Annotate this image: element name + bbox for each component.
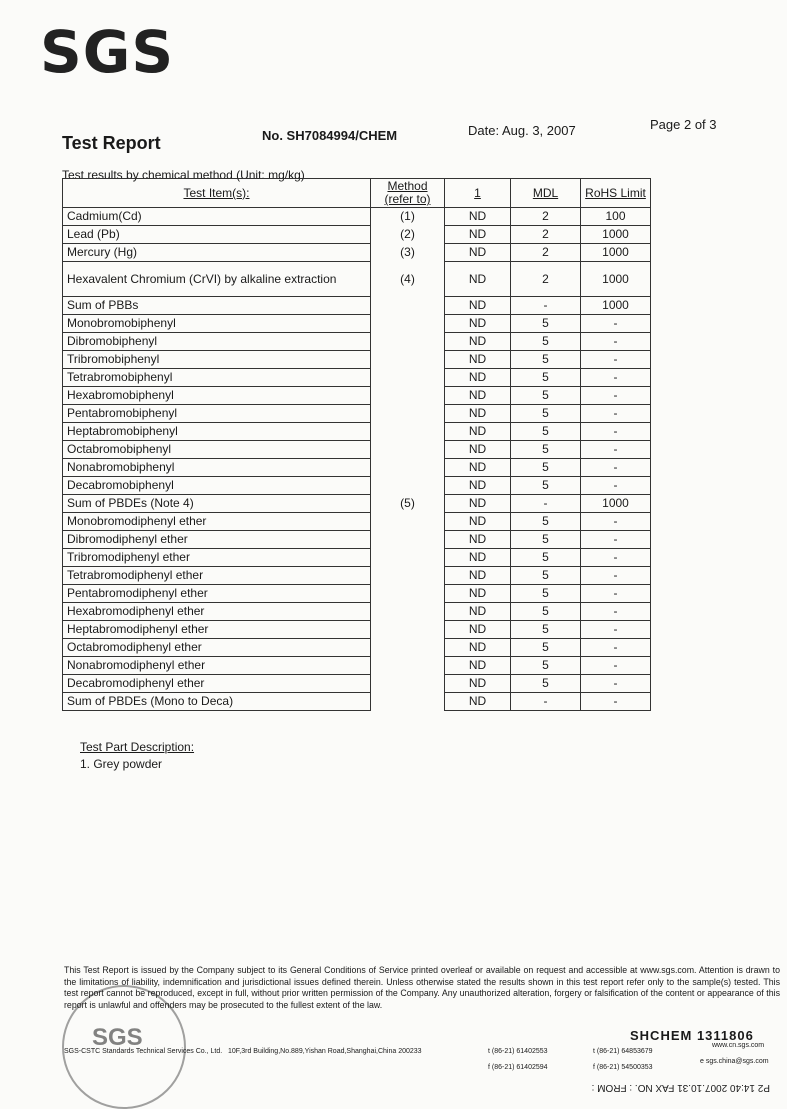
result-cell: ND [445, 567, 511, 585]
result-cell: ND [445, 226, 511, 244]
result-cell: ND [445, 585, 511, 603]
result-cell: ND [445, 315, 511, 333]
test-item-cell: Lead (Pb) [63, 226, 371, 244]
method-cell [371, 387, 445, 405]
mdl-cell: 2 [511, 226, 581, 244]
rohs-limit-cell: - [581, 603, 651, 621]
table-row [63, 513, 651, 531]
result-cell: ND [445, 693, 511, 711]
table-row [63, 387, 651, 405]
table-row [63, 621, 651, 639]
rohs-limit-cell: - [581, 477, 651, 495]
header-method: Method (refer to) [371, 179, 445, 208]
method-cell [371, 693, 445, 711]
mdl-cell: 5 [511, 549, 581, 567]
mdl-cell: 2 [511, 208, 581, 226]
rohs-limit-cell: - [581, 531, 651, 549]
test-item-cell: Dibromodiphenyl ether [63, 531, 371, 549]
test-part-description-item: 1. Grey powder [80, 757, 163, 771]
test-item-cell: Tribromodiphenyl ether [63, 549, 371, 567]
test-item-cell: Sum of PBDEs (Note 4) [63, 495, 371, 513]
table-row [63, 369, 651, 387]
mdl-cell: 5 [511, 657, 581, 675]
method-cell [371, 585, 445, 603]
test-item-cell: Hexabromobiphenyl [63, 387, 371, 405]
test-item-cell: Decabromobiphenyl [63, 477, 371, 495]
rohs-limit-cell: 1000 [581, 262, 651, 297]
test-item-cell: Monobromobiphenyl [63, 315, 371, 333]
mdl-cell: 5 [511, 315, 581, 333]
report-date: Date: Aug. 3, 2007 [468, 123, 576, 138]
test-item-cell: Nonabromobiphenyl [63, 459, 371, 477]
result-cell: ND [445, 351, 511, 369]
table-row [63, 333, 651, 351]
mdl-cell: 5 [511, 423, 581, 441]
method-cell [371, 621, 445, 639]
method-cell [371, 531, 445, 549]
test-item-cell: Sum of PBBs [63, 297, 371, 315]
test-item-cell: Hexabromodiphenyl ether [63, 603, 371, 621]
report-number: No. SH7084994/CHEM [262, 128, 398, 143]
test-item-cell: Pentabromobiphenyl [63, 405, 371, 423]
method-cell [371, 351, 445, 369]
test-item-cell: Tribromobiphenyl [63, 351, 371, 369]
method-cell [371, 675, 445, 693]
test-item-cell: Mercury (Hg) [63, 244, 371, 262]
test-item-cell: Decabromodiphenyl ether [63, 675, 371, 693]
method-cell: (3) [371, 244, 445, 262]
rohs-limit-cell: - [581, 657, 651, 675]
rohs-limit-cell: - [581, 621, 651, 639]
method-cell: (4) [371, 262, 445, 297]
table-row [63, 477, 651, 495]
mdl-cell: 5 [511, 459, 581, 477]
method-cell [371, 603, 445, 621]
method-cell [371, 639, 445, 657]
result-cell: ND [445, 657, 511, 675]
page-title: Test Report [62, 133, 161, 153]
test-item-cell: Sum of PBDEs (Mono to Deca) [63, 693, 371, 711]
rohs-limit-cell: - [581, 441, 651, 459]
method-cell [371, 333, 445, 351]
header-rohs-limit: RoHS Limit [581, 179, 651, 208]
table-row [63, 495, 651, 513]
test-item-cell: Octabromobiphenyl [63, 441, 371, 459]
test-item-cell: Heptabromobiphenyl [63, 423, 371, 441]
mdl-cell: 5 [511, 567, 581, 585]
method-cell [371, 477, 445, 495]
rohs-limit-cell: - [581, 549, 651, 567]
rohs-limit-cell: - [581, 333, 651, 351]
rohs-limit-cell: 1000 [581, 297, 651, 315]
table-row [63, 297, 651, 315]
result-cell: ND [445, 369, 511, 387]
result-cell: ND [445, 297, 511, 315]
result-cell: ND [445, 244, 511, 262]
result-cell: ND [445, 675, 511, 693]
results-table [62, 178, 651, 711]
table-row [63, 315, 651, 333]
fax-header-line: P2 14:40 2007.10.31 FAX NO. : FROM : [591, 1082, 770, 1093]
rohs-limit-cell: - [581, 315, 651, 333]
table-header-row [63, 179, 651, 208]
tel-2: f (86-21) 61402594 [488, 1064, 548, 1071]
seal-logo: SGS [92, 1024, 143, 1051]
rohs-limit-cell: - [581, 567, 651, 585]
rohs-limit-cell: 1000 [581, 495, 651, 513]
result-cell: ND [445, 405, 511, 423]
test-item-cell: Heptabromodiphenyl ether [63, 621, 371, 639]
rohs-limit-cell: 1000 [581, 226, 651, 244]
mdl-cell: 5 [511, 531, 581, 549]
mdl-cell: 5 [511, 621, 581, 639]
table-row [63, 208, 651, 226]
rohs-limit-cell: - [581, 459, 651, 477]
method-cell [371, 441, 445, 459]
rohs-limit-cell: - [581, 513, 651, 531]
shchem-number: SHCHEM 1311806 [630, 1028, 754, 1043]
header-sample: 1 [445, 179, 511, 208]
test-item-cell: Octabromodiphenyl ether [63, 639, 371, 657]
mdl-cell: 5 [511, 333, 581, 351]
result-cell: ND [445, 262, 511, 297]
method-cell [371, 549, 445, 567]
footer-disclaimer: This Test Report is issued by the Company subject to its General Conditions of Service printed overleaf or available on request and accessible at www.sgs.com. Attention is drawn to the limitations of liability, indemnification and jurisdictional issues defined therein. Unless otherwise stated the results shown in this test report refer only to the sample(s) tested. This test report cannot be reproduced, except in full, without prior written permission of the Company. Any unauthorized alteration, forgery or falsification of the content or appearance of this report is unlawful and offenders may be prosecuted to the fullest extent of the law. [64, 965, 780, 1010]
result-cell: ND [445, 603, 511, 621]
company-name: SGS-CSTC Standards Technical Services Co., Ltd. [64, 1048, 223, 1055]
result-cell: ND [445, 549, 511, 567]
table-row [63, 351, 651, 369]
page-number: Page 2 of 3 [650, 117, 717, 132]
test-item-cell: Pentabromodiphenyl ether [63, 585, 371, 603]
method-cell [371, 369, 445, 387]
mdl-cell: 5 [511, 603, 581, 621]
rohs-limit-cell: - [581, 675, 651, 693]
tel-1: t (86-21) 61402553 [488, 1048, 548, 1055]
table-row [63, 567, 651, 585]
header-test-item: Test Item(s): [63, 179, 371, 208]
table-row [63, 226, 651, 244]
table-row [63, 675, 651, 693]
table-row [63, 423, 651, 441]
table-row [63, 405, 651, 423]
mdl-cell: - [511, 297, 581, 315]
result-cell: ND [445, 459, 511, 477]
table-row [63, 459, 651, 477]
mdl-cell: 5 [511, 369, 581, 387]
mdl-cell: - [511, 693, 581, 711]
result-cell: ND [445, 513, 511, 531]
result-cell: ND [445, 441, 511, 459]
method-cell [371, 423, 445, 441]
result-cell: ND [445, 621, 511, 639]
table-row [63, 441, 651, 459]
table-row [63, 531, 651, 549]
mdl-cell: 5 [511, 639, 581, 657]
mdl-cell: 5 [511, 441, 581, 459]
rohs-limit-cell: 1000 [581, 244, 651, 262]
rohs-limit-cell: - [581, 585, 651, 603]
mdl-cell: 5 [511, 675, 581, 693]
result-cell: ND [445, 333, 511, 351]
website: www.cn.sgs.com [712, 1042, 765, 1049]
test-item-cell: Tetrabromobiphenyl [63, 369, 371, 387]
method-cell [371, 315, 445, 333]
mdl-cell: 5 [511, 585, 581, 603]
mdl-cell: - [511, 495, 581, 513]
method-cell [371, 657, 445, 675]
rohs-limit-cell: - [581, 351, 651, 369]
method-cell [371, 567, 445, 585]
result-cell: ND [445, 387, 511, 405]
mdl-cell: 5 [511, 405, 581, 423]
table-caption: Test results by chemical method (Unit: mg/kg) [62, 168, 305, 182]
header-mdl: MDL [511, 179, 581, 208]
table-row [63, 549, 651, 567]
result-cell: ND [445, 639, 511, 657]
table-row [63, 657, 651, 675]
test-item-cell: Cadmium(Cd) [63, 208, 371, 226]
table-row [63, 639, 651, 657]
test-item-cell: Dibromobiphenyl [63, 333, 371, 351]
tel-4: f (86-21) 54500353 [593, 1064, 653, 1071]
mdl-cell: 5 [511, 351, 581, 369]
mdl-cell: 2 [511, 262, 581, 297]
method-cell [371, 513, 445, 531]
test-part-description-heading: Test Part Description: [80, 740, 195, 754]
result-cell: ND [445, 495, 511, 513]
table-row [63, 585, 651, 603]
method-cell: (2) [371, 226, 445, 244]
result-cell: ND [445, 208, 511, 226]
table-row [63, 603, 651, 621]
rohs-limit-cell: - [581, 693, 651, 711]
result-cell: ND [445, 423, 511, 441]
test-item-cell: Monobromodiphenyl ether [63, 513, 371, 531]
table-row [63, 244, 651, 262]
mdl-cell: 5 [511, 477, 581, 495]
rohs-limit-cell: - [581, 423, 651, 441]
test-item-cell: Tetrabromodiphenyl ether [63, 567, 371, 585]
method-cell: (1) [371, 208, 445, 226]
method-cell: (5) [371, 495, 445, 513]
rohs-limit-cell: - [581, 639, 651, 657]
rohs-limit-cell: - [581, 387, 651, 405]
table-row [63, 693, 651, 711]
sgs-logo: SGS [40, 18, 175, 86]
test-item-cell: Hexavalent Chromium (CrVI) by alkaline extraction [63, 262, 371, 297]
rohs-limit-cell: 100 [581, 208, 651, 226]
method-cell [371, 297, 445, 315]
mdl-cell: 5 [511, 513, 581, 531]
method-cell [371, 405, 445, 423]
rohs-limit-cell: - [581, 369, 651, 387]
mdl-cell: 5 [511, 387, 581, 405]
mdl-cell: 2 [511, 244, 581, 262]
method-cell [371, 459, 445, 477]
rohs-limit-cell: - [581, 405, 651, 423]
test-item-cell: Nonabromodiphenyl ether [63, 657, 371, 675]
result-cell: ND [445, 531, 511, 549]
email: e sgs.china@sgs.com [700, 1058, 769, 1065]
table-row [63, 262, 651, 297]
result-cell: ND [445, 477, 511, 495]
tel-3: t (86-21) 64853679 [593, 1048, 653, 1055]
company-address: 10F,3rd Building,No.889,Yishan Road,Shanghai,China 200233 [228, 1048, 422, 1055]
